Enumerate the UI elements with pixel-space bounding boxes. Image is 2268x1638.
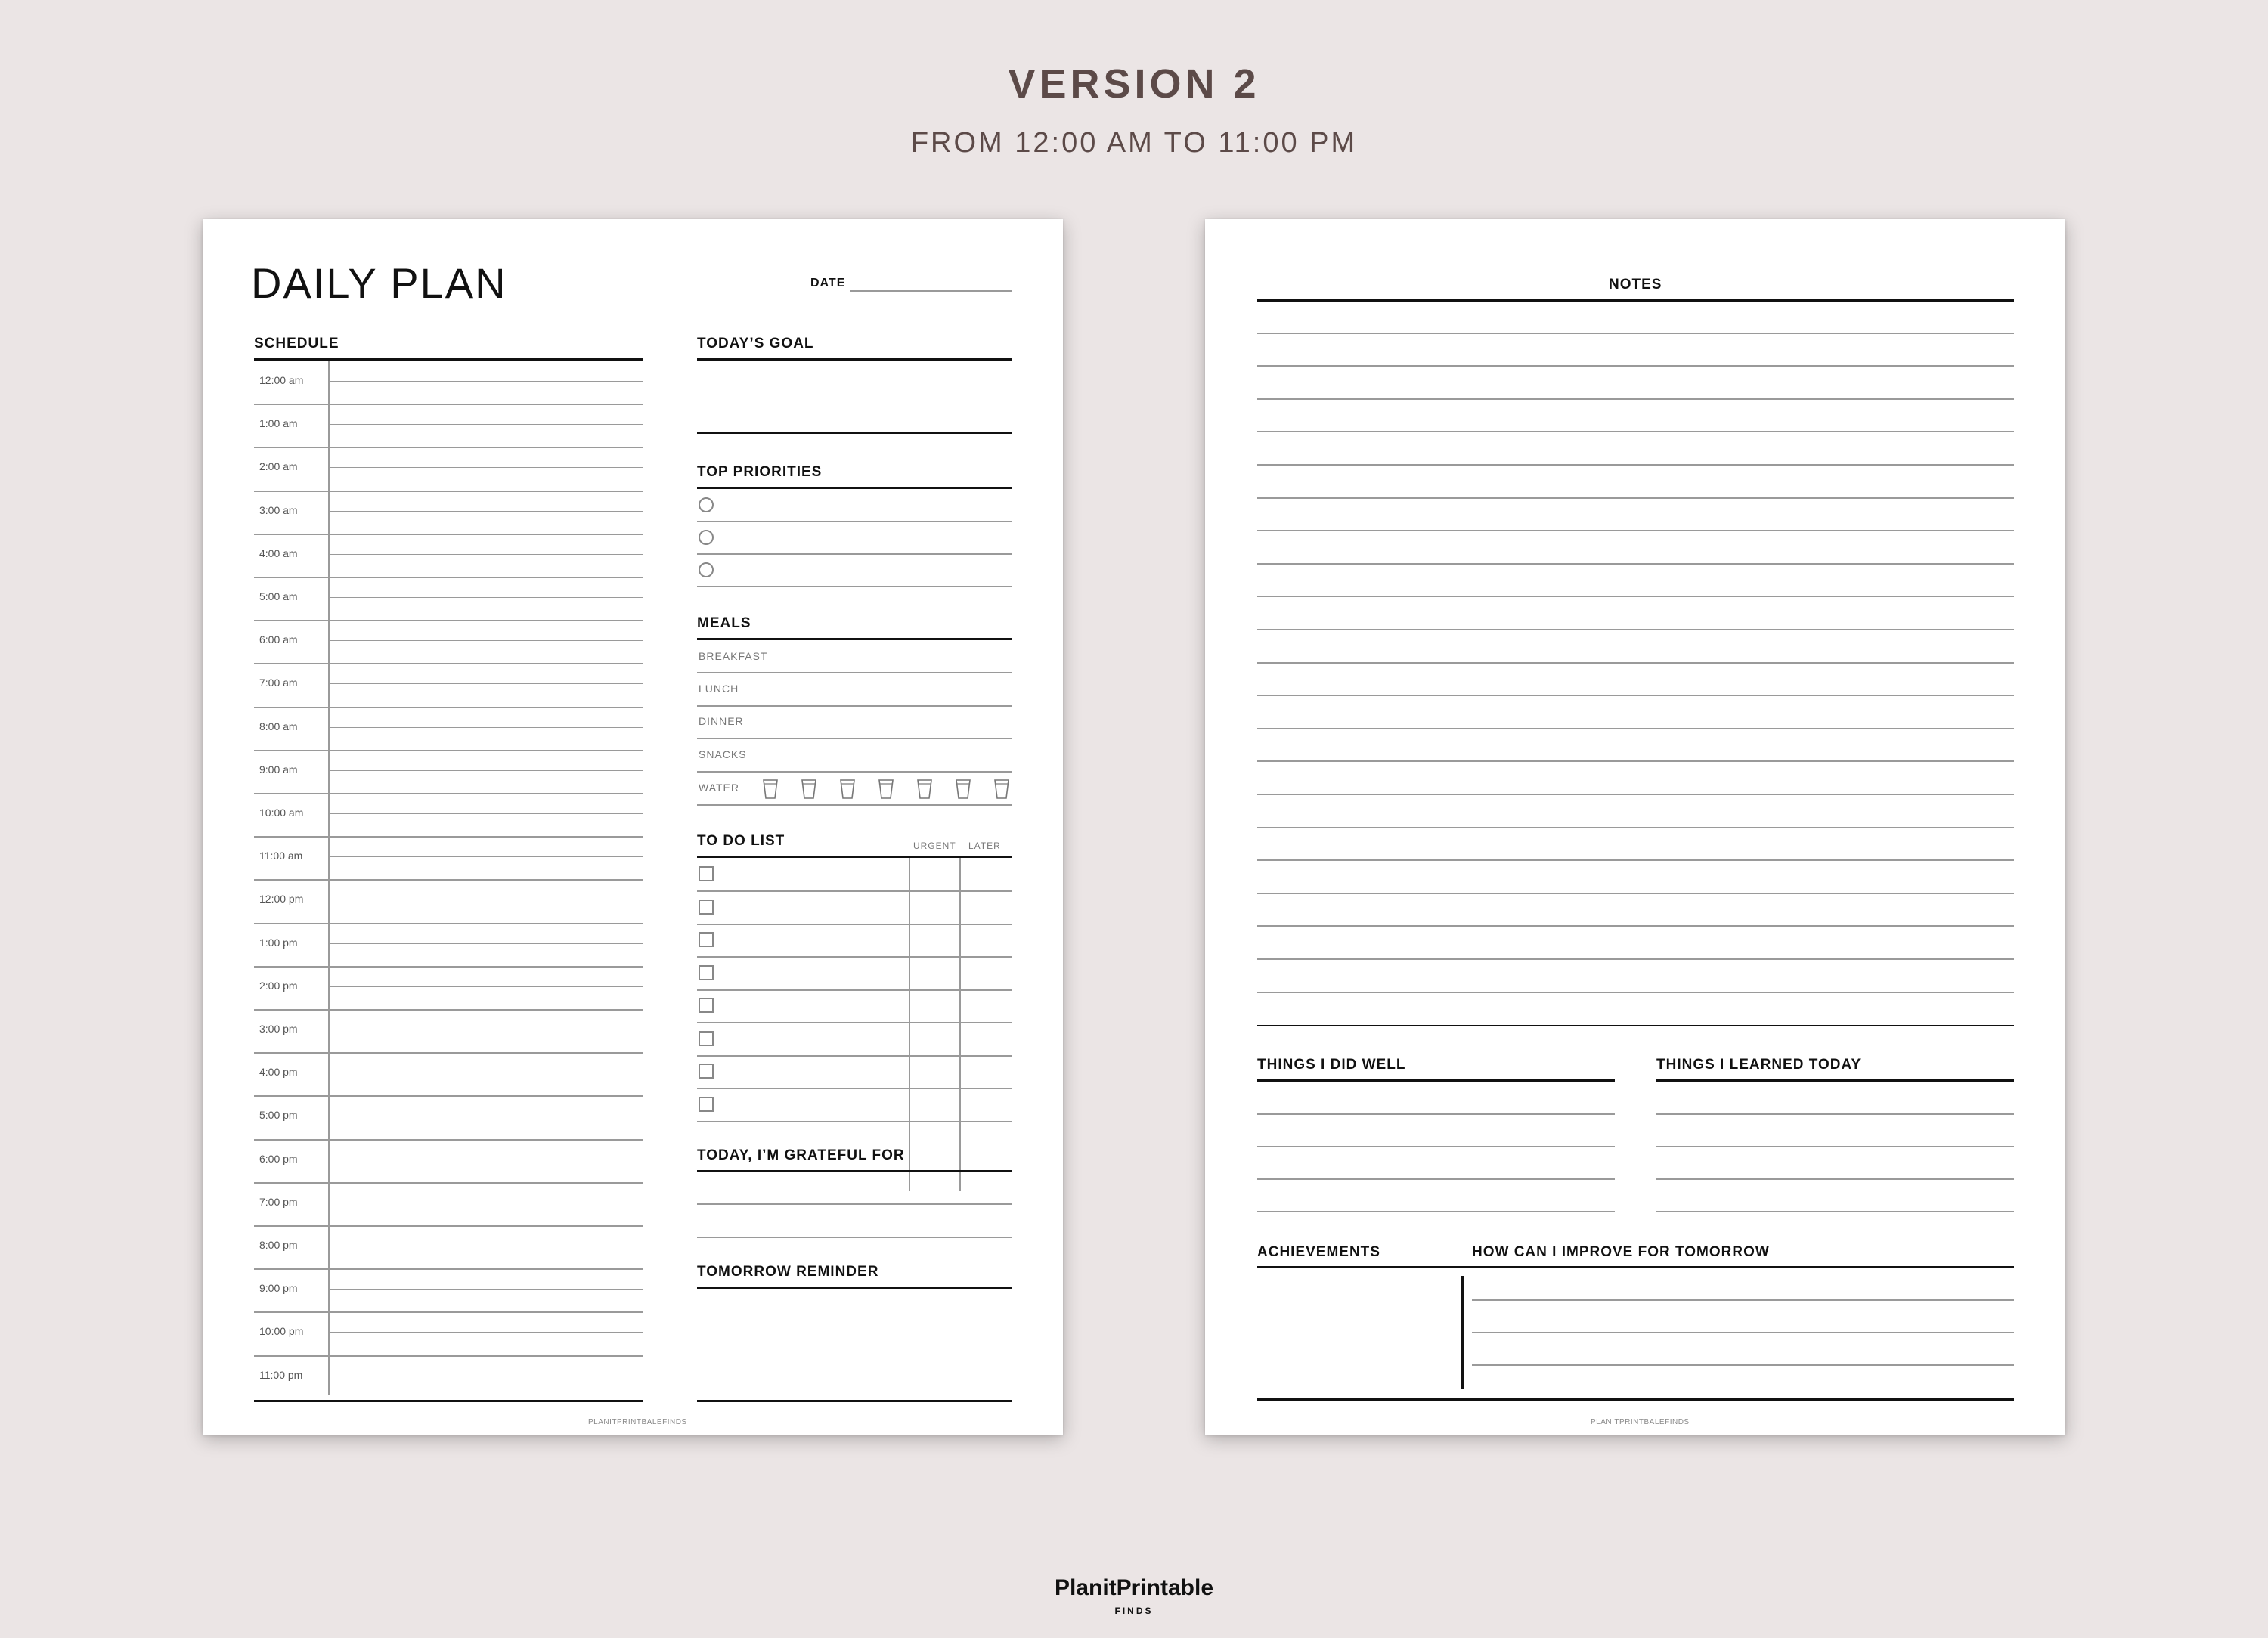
schedule-hour-line bbox=[254, 620, 643, 621]
notes-line bbox=[1257, 893, 2014, 894]
todo-later-label: LATER bbox=[968, 841, 1001, 851]
schedule-hour-line bbox=[254, 1311, 643, 1313]
water-cup-icon[interactable] bbox=[878, 779, 894, 800]
schedule-half-hour-line bbox=[330, 1289, 643, 1290]
learned-rule bbox=[1656, 1079, 2014, 1082]
version-title: VERSION 2 bbox=[1008, 61, 1260, 107]
water-cup-icon[interactable] bbox=[839, 779, 856, 800]
todo-checkbox[interactable] bbox=[699, 998, 714, 1013]
water-label: WATER bbox=[699, 782, 739, 794]
schedule-time-label: 10:00 am bbox=[259, 807, 304, 819]
top-priorities-rule bbox=[697, 487, 1012, 489]
water-cup-icon[interactable] bbox=[801, 779, 817, 800]
schedule-time-label: 3:00 am bbox=[259, 503, 298, 516]
notes-page bbox=[1205, 219, 2065, 1435]
improve-title: HOW CAN I IMPROVE FOR TOMORROW bbox=[1472, 1244, 1770, 1260]
notes-line bbox=[1257, 695, 2014, 696]
schedule-time-label: 12:00 am bbox=[259, 374, 304, 386]
learned-line bbox=[1656, 1146, 2014, 1147]
schedule-half-hour-line bbox=[330, 943, 643, 944]
notes-line bbox=[1257, 859, 2014, 861]
water-cup-icon[interactable] bbox=[955, 779, 971, 800]
brand-name: PlanitPrintable bbox=[1054, 1575, 1214, 1600]
schedule-time-label: 8:00 am bbox=[259, 720, 298, 732]
todo-checkbox[interactable] bbox=[699, 932, 714, 947]
schedule-hour-line bbox=[254, 923, 643, 924]
todo-line bbox=[697, 956, 1012, 958]
notes-line bbox=[1257, 958, 2014, 960]
notes-line bbox=[1257, 794, 2014, 795]
schedule-time-label: 2:00 am bbox=[259, 460, 298, 473]
meal-line bbox=[697, 771, 1012, 773]
learned-line bbox=[1656, 1113, 2014, 1115]
schedule-time-label: 12:00 pm bbox=[259, 893, 304, 906]
notes-title: NOTES bbox=[1609, 277, 1662, 293]
schedule-time-label: 6:00 pm bbox=[259, 1152, 298, 1165]
page-footer: PLANITPRINTBALEFINDS bbox=[1591, 1418, 1690, 1426]
schedule-time-label: 9:00 pm bbox=[259, 1282, 298, 1295]
version-subtitle: FROM 12:00 AM TO 11:00 PM bbox=[910, 127, 1358, 159]
learned-line bbox=[1656, 1211, 2014, 1212]
schedule-hour-line bbox=[254, 793, 643, 794]
schedule-time-label: 5:00 am bbox=[259, 590, 298, 602]
did-well-line bbox=[1257, 1178, 1615, 1180]
notes-line bbox=[1257, 497, 2014, 499]
achievements-divider bbox=[1461, 1276, 1464, 1389]
schedule-hour-line bbox=[254, 1355, 643, 1357]
notes-line bbox=[1257, 333, 2014, 334]
schedule-time-label: 1:00 pm bbox=[259, 936, 298, 949]
schedule-time-label: 5:00 pm bbox=[259, 1109, 298, 1122]
schedule-hour-line bbox=[254, 750, 643, 751]
schedule-time-label: 4:00 pm bbox=[259, 1066, 298, 1079]
meal-line bbox=[697, 738, 1012, 739]
todo-line bbox=[697, 1121, 1012, 1122]
water-cup-icon[interactable] bbox=[916, 779, 933, 800]
schedule-time-label: 10:00 pm bbox=[259, 1325, 304, 1338]
schedule-time-label: 9:00 am bbox=[259, 763, 298, 776]
schedule-hour-line bbox=[254, 707, 643, 708]
schedule-hour-line bbox=[254, 1052, 643, 1054]
priority-circle[interactable] bbox=[699, 530, 714, 545]
notes-line bbox=[1257, 464, 2014, 466]
notes-rule bbox=[1257, 299, 2014, 302]
water-cup-icon[interactable] bbox=[993, 779, 1010, 800]
todo-urgent-column bbox=[909, 858, 910, 1191]
notes-line bbox=[1257, 530, 2014, 531]
notes-line bbox=[1257, 728, 2014, 729]
schedule-time-label: 3:00 pm bbox=[259, 1023, 298, 1035]
schedule-half-hour-line bbox=[330, 424, 643, 425]
reminder-title: TOMORROW REMINDER bbox=[697, 1264, 879, 1280]
priority-circle[interactable] bbox=[699, 497, 714, 512]
reminder-rule bbox=[697, 1287, 1012, 1289]
schedule-time-label: 2:00 pm bbox=[259, 979, 298, 992]
top-priorities-title: TOP PRIORITIES bbox=[697, 464, 823, 480]
meal-snacks-label: SNACKS bbox=[699, 748, 747, 760]
schedule-half-hour-line bbox=[330, 683, 643, 684]
schedule-hour-line bbox=[254, 1009, 643, 1011]
schedule-time-label: 8:00 pm bbox=[259, 1239, 298, 1251]
meal-breakfast-label: BREAKFAST bbox=[699, 650, 768, 662]
meals-title: MEALS bbox=[697, 615, 751, 631]
priority-circle[interactable] bbox=[699, 562, 714, 577]
schedule-hour-line bbox=[254, 491, 643, 492]
schedule-half-hour-line bbox=[330, 381, 643, 382]
date-label: DATE bbox=[810, 277, 846, 290]
schedule-time-label: 11:00 pm bbox=[259, 1368, 303, 1381]
schedule-half-hour-line bbox=[330, 511, 643, 512]
reminder-bottom-rule bbox=[697, 1400, 1012, 1402]
grateful-line bbox=[697, 1237, 1012, 1238]
todo-title: TO DO LIST bbox=[697, 833, 785, 849]
did-well-line bbox=[1257, 1113, 1615, 1115]
notes-line bbox=[1257, 760, 2014, 762]
schedule-time-label: 6:00 am bbox=[259, 633, 298, 646]
notes-line bbox=[1257, 662, 2014, 664]
brand-sub: FINDS bbox=[1114, 1605, 1154, 1616]
schedule-half-hour-line bbox=[330, 554, 643, 555]
meal-line bbox=[697, 804, 1012, 806]
schedule-hour-line bbox=[254, 404, 643, 405]
schedule-half-hour-line bbox=[330, 1332, 643, 1333]
todo-later-column bbox=[959, 858, 961, 1191]
todo-checkbox[interactable] bbox=[699, 1064, 714, 1079]
todo-line bbox=[697, 890, 1012, 892]
schedule-half-hour-line bbox=[330, 467, 643, 468]
todo-line bbox=[697, 924, 1012, 925]
meals-rule bbox=[697, 638, 1012, 640]
improve-line bbox=[1472, 1332, 2014, 1333]
notes-bottom-rule bbox=[1257, 1025, 2014, 1026]
schedule-half-hour-line bbox=[330, 813, 643, 814]
grateful-rule bbox=[697, 1170, 1012, 1172]
meal-lunch-label: LUNCH bbox=[699, 683, 739, 695]
achievements-rule bbox=[1257, 1266, 2014, 1268]
schedule-hour-line bbox=[254, 1182, 643, 1184]
notes-line bbox=[1257, 596, 2014, 597]
schedule-bottom-rule bbox=[254, 1400, 643, 1402]
page-title: DAILY PLAN bbox=[251, 259, 507, 307]
notes-line bbox=[1257, 629, 2014, 630]
schedule-hour-line bbox=[254, 1268, 643, 1270]
schedule-hour-line bbox=[254, 663, 643, 664]
achievements-bottom-rule bbox=[1257, 1398, 2014, 1401]
did-well-line bbox=[1257, 1211, 1615, 1212]
notes-line bbox=[1257, 827, 2014, 828]
schedule-half-hour-line bbox=[330, 986, 643, 987]
schedule-title: SCHEDULE bbox=[254, 336, 339, 351]
daily-plan-page bbox=[203, 219, 1063, 1435]
schedule-hour-line bbox=[254, 1225, 643, 1227]
todo-urgent-label: URGENT bbox=[913, 841, 956, 851]
meal-line bbox=[697, 705, 1012, 707]
priority-line bbox=[697, 521, 1012, 522]
grateful-line bbox=[697, 1203, 1012, 1205]
did-well-title: THINGS I DID WELL bbox=[1257, 1057, 1406, 1073]
todo-checkbox[interactable] bbox=[699, 900, 714, 915]
priority-line bbox=[697, 586, 1012, 587]
learned-line bbox=[1656, 1178, 2014, 1180]
schedule-time-label: 1:00 am bbox=[259, 417, 298, 430]
schedule-hour-line bbox=[254, 447, 643, 448]
did-well-rule bbox=[1257, 1079, 1615, 1082]
schedule-hour-line bbox=[254, 1095, 643, 1097]
schedule-time-label: 7:00 am bbox=[259, 677, 298, 689]
todo-checkbox[interactable] bbox=[699, 866, 714, 881]
notes-line bbox=[1257, 992, 2014, 993]
schedule-half-hour-line bbox=[330, 640, 643, 641]
did-well-line bbox=[1257, 1146, 1615, 1147]
schedule-half-hour-line bbox=[330, 727, 643, 728]
schedule-half-hour-line bbox=[330, 770, 643, 771]
todays-goal-bottom-rule bbox=[697, 432, 1012, 434]
schedule-hour-line bbox=[254, 534, 643, 535]
schedule-rule bbox=[254, 358, 643, 361]
schedule-hour-line bbox=[254, 836, 643, 838]
schedule-hour-line bbox=[254, 879, 643, 881]
schedule-half-hour-line bbox=[330, 597, 643, 598]
page-footer: PLANITPRINTBALEFINDS bbox=[588, 1418, 687, 1426]
schedule-hour-line bbox=[254, 1139, 643, 1141]
notes-line bbox=[1257, 563, 2014, 565]
todo-line bbox=[697, 1055, 1012, 1057]
todo-line bbox=[697, 1022, 1012, 1023]
improve-line bbox=[1472, 1364, 2014, 1366]
notes-line bbox=[1257, 365, 2014, 367]
schedule-hour-line bbox=[254, 966, 643, 968]
learned-title: THINGS I LEARNED TODAY bbox=[1656, 1057, 1862, 1073]
meal-line bbox=[697, 672, 1012, 673]
todo-line bbox=[697, 989, 1012, 991]
achievements-title: ACHIEVEMENTS bbox=[1257, 1244, 1380, 1260]
todo-line bbox=[697, 1088, 1012, 1089]
improve-line bbox=[1472, 1299, 2014, 1301]
schedule-time-label: 11:00 am bbox=[259, 850, 303, 862]
todo-rule bbox=[697, 856, 1012, 858]
todays-goal-title: TODAY’S GOAL bbox=[697, 336, 814, 351]
todo-checkbox[interactable] bbox=[699, 1097, 714, 1112]
meal-dinner-label: DINNER bbox=[699, 715, 744, 727]
notes-line bbox=[1257, 925, 2014, 927]
schedule-half-hour-line bbox=[330, 856, 643, 857]
schedule-time-label: 4:00 am bbox=[259, 547, 298, 559]
water-cup-icon[interactable] bbox=[762, 779, 779, 800]
notes-line bbox=[1257, 398, 2014, 400]
priority-line bbox=[697, 553, 1012, 555]
todo-checkbox[interactable] bbox=[699, 1031, 714, 1046]
todays-goal-rule bbox=[697, 358, 1012, 361]
todo-checkbox[interactable] bbox=[699, 965, 714, 980]
date-line bbox=[850, 290, 1012, 292]
schedule-divider bbox=[328, 361, 330, 1395]
notes-line bbox=[1257, 431, 2014, 432]
grateful-title: TODAY, I’M GRATEFUL FOR bbox=[697, 1147, 905, 1163]
schedule-time-label: 7:00 pm bbox=[259, 1195, 298, 1208]
schedule-hour-line bbox=[254, 577, 643, 578]
